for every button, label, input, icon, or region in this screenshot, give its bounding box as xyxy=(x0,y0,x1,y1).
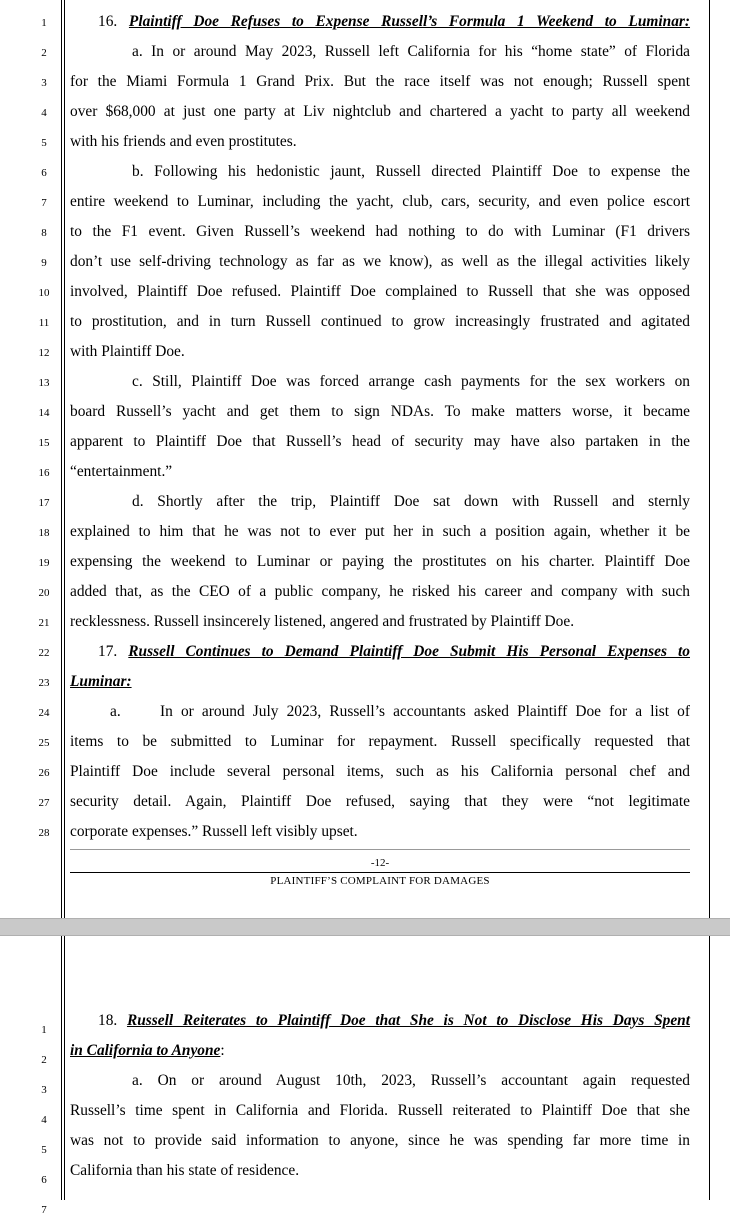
text-line xyxy=(70,612,690,632)
line-text: Russell’s time spent in California and Florida. Russell reiterated to Plaintiff Doe that she xyxy=(70,1102,690,1119)
line-number: 9 xyxy=(41,257,47,269)
footer-title: PLAINTIFF’S COMPLAINT FOR DAMAGES xyxy=(270,875,490,887)
text-line xyxy=(70,342,690,362)
line-number: 14 xyxy=(38,407,50,419)
text-line xyxy=(132,162,690,182)
line-number: 22 xyxy=(38,647,50,659)
line-number: 21 xyxy=(38,617,50,629)
line-text: entire weekend to Luminar, including the yacht, club, cars, security, and even police escort xyxy=(70,193,690,210)
line-text: apparent to Plaintiff Doe that Russell’s head of security may have also partaken in the xyxy=(70,433,690,450)
document-page-13 xyxy=(0,936,730,1216)
footer-rule xyxy=(70,872,690,873)
text-line xyxy=(70,102,690,122)
line-number: 13 xyxy=(38,377,50,389)
line-number: 15 xyxy=(38,437,50,449)
line-number: 2 xyxy=(41,1054,47,1066)
line-text: California than his state of residence. xyxy=(70,1162,300,1179)
line-text: c. Still, Plaintiff Doe was forced arrange cash payments for the sex workers on xyxy=(132,373,690,390)
line-text: over $68,000 at just one party at Liv nightclub and chartered a yacht to party all weekend xyxy=(70,103,690,120)
line-number: 7 xyxy=(41,197,47,209)
text-line xyxy=(132,492,690,512)
line-number: 17 xyxy=(38,497,50,509)
page-number: -12- xyxy=(370,857,390,869)
line-text: Plaintiff Doe include several personal items, such as his California personal chef and xyxy=(70,763,690,780)
line-text: corporate expenses.” Russell left visibly upset. xyxy=(70,823,358,840)
text-line xyxy=(132,372,690,392)
line-number: 12 xyxy=(38,347,50,359)
line-number: 8 xyxy=(41,227,47,239)
line-number: 25 xyxy=(38,737,50,749)
line-text: b. Following his hedonistic jaunt, Russell directed Plaintiff Doe to expense the xyxy=(132,163,690,180)
text-line xyxy=(70,192,690,212)
line-text: security detail. Again, Plaintiff Doe refused, saying that they were “not legitimate xyxy=(70,793,690,810)
line-number: 10 xyxy=(38,287,50,299)
line-text: to the F1 event. Given Russell’s weekend had nothing to do with Luminar (F1 drivers xyxy=(70,223,690,240)
section-heading-line xyxy=(98,1011,690,1031)
margin-rule-right xyxy=(709,936,710,1200)
line-number: 3 xyxy=(41,1084,47,1096)
text-line xyxy=(70,72,690,92)
line-text: added that, as the CEO of a public company, he risked his career and company with such xyxy=(70,583,690,600)
text-line xyxy=(70,462,690,482)
section-heading-line xyxy=(70,1041,690,1061)
line-number: 24 xyxy=(38,707,50,719)
text-line xyxy=(70,1161,690,1181)
section-number: 18. xyxy=(98,1012,127,1029)
section-number: 17. xyxy=(98,643,129,660)
section-heading: Luminar: xyxy=(70,673,132,690)
line-text: a. On or around August 10th, 2023, Russell’s accountant again requested xyxy=(132,1072,690,1089)
text-line xyxy=(70,132,690,152)
heading-punctuation: : xyxy=(220,1042,225,1059)
text-line xyxy=(70,432,690,452)
margin-rule-left-outer xyxy=(61,0,62,918)
line-text: In or around July 2023, Russell’s accountants asked Plaintiff Doe for a list of xyxy=(160,703,690,720)
text-line xyxy=(70,762,690,782)
text-line xyxy=(70,822,690,842)
text-line xyxy=(70,1101,690,1121)
text-line xyxy=(70,792,690,812)
line-number: 20 xyxy=(38,587,50,599)
text-line xyxy=(70,222,690,242)
section-heading: Russell Continues to Demand Plaintiff Doe Submit His Personal Expenses to xyxy=(128,643,690,660)
line-number: 27 xyxy=(38,797,50,809)
footer-top-rule xyxy=(70,849,690,850)
line-number: 23 xyxy=(38,677,50,689)
line-text: d. Shortly after the trip, Plaintiff Doe sat down with Russell and sternly xyxy=(132,493,690,510)
line-number: 11 xyxy=(38,317,50,329)
line-text: to prostitution, and in turn Russell continued to grow increasingly frustrated and agitated xyxy=(70,313,690,330)
text-line xyxy=(70,582,690,602)
text-line xyxy=(70,282,690,302)
margin-rule-left-inner xyxy=(64,0,65,918)
text-line xyxy=(70,1131,690,1151)
text-line xyxy=(70,252,690,272)
margin-rule-right xyxy=(709,0,710,918)
line-number: 19 xyxy=(38,557,50,569)
line-number: 18 xyxy=(38,527,50,539)
text-line xyxy=(70,312,690,332)
section-heading-line xyxy=(70,672,690,692)
line-number: 1 xyxy=(41,1024,47,1036)
line-number: 2 xyxy=(41,47,47,59)
line-text: items to be submitted to Luminar for repayment. Russell specifically requested that xyxy=(70,733,690,750)
line-number: 16 xyxy=(38,467,50,479)
line-text: recklessness. Russell insincerely listened, angered and frustrated by Plaintiff Doe. xyxy=(70,613,575,630)
line-number: 28 xyxy=(38,827,50,839)
line-text: was not to provide said information to anyone, since he was spending far more time in xyxy=(70,1132,690,1149)
section-heading: Plaintiff Doe Refuses to Expense Russell’s Formula 1 Weekend to Luminar: xyxy=(128,13,691,30)
line-text: don’t use self-driving technology as far as we know), as well as the illegal activities likely xyxy=(70,253,690,270)
line-text: for the Miami Formula 1 Grand Prix. But the race itself was not enough; Russell spent xyxy=(70,73,690,90)
text-line xyxy=(132,1071,690,1091)
margin-rule-left-inner xyxy=(64,936,65,1200)
line-text: a. In or around May 2023, Russell left California for his “home state” of Florida xyxy=(132,43,690,60)
text-line xyxy=(70,522,690,542)
line-number: 7 xyxy=(41,1204,47,1216)
line-text: explained to him that he was not to ever put her in such a position again, whether it be xyxy=(70,523,690,540)
line-number: 26 xyxy=(38,767,50,779)
line-number: 4 xyxy=(41,1114,47,1126)
line-number: 3 xyxy=(41,77,47,89)
text-line xyxy=(132,42,690,62)
text-line xyxy=(70,402,690,422)
line-text: board Russell’s yacht and get them to sign NDAs. To make matters worse, it became xyxy=(70,403,690,420)
section-heading-line xyxy=(98,12,690,32)
page-separator xyxy=(0,918,730,936)
line-text: “entertainment.” xyxy=(70,463,173,480)
paragraph-label: a. xyxy=(110,703,121,720)
line-text: involved, Plaintiff Doe refused. Plaintiff Doe complained to Russell that she was opposed xyxy=(70,283,690,300)
line-text: with Plaintiff Doe. xyxy=(70,343,185,360)
line-number: 5 xyxy=(41,137,47,149)
section-heading-line xyxy=(98,642,690,662)
line-number: 5 xyxy=(41,1144,47,1156)
section-number: 16. xyxy=(98,13,129,30)
line-text: expensing the weekend to Luminar or paying the prostitutes on his charter. Plaintiff Doe xyxy=(70,553,690,570)
section-heading: Russell Reiterates to Plaintiff Doe that She is Not to Disclose His Days Spent xyxy=(126,1012,690,1029)
section-heading: in California to Anyone xyxy=(70,1042,221,1059)
text-line xyxy=(70,552,690,572)
line-number: 6 xyxy=(41,167,47,179)
line-text: with his friends and even prostitutes. xyxy=(70,133,297,150)
line-number: 1 xyxy=(41,17,47,29)
margin-rule-left-outer xyxy=(61,936,62,1200)
text-line xyxy=(70,732,690,752)
line-number: 4 xyxy=(41,107,47,119)
text-line xyxy=(110,702,690,722)
line-number: 6 xyxy=(41,1174,47,1186)
